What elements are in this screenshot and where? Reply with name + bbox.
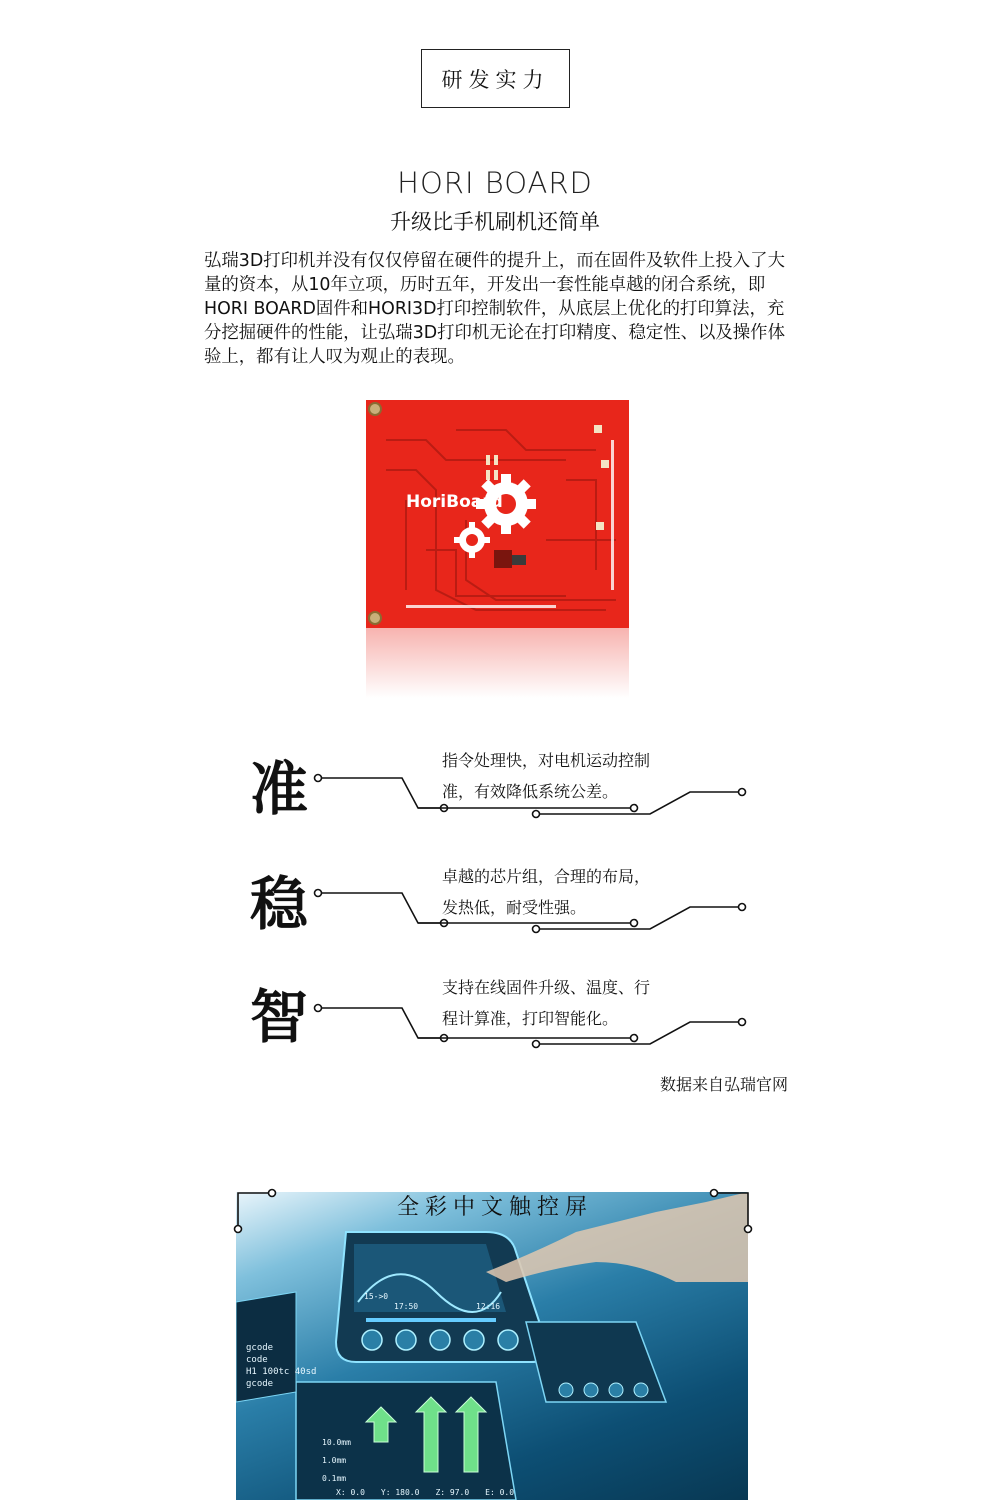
feature-line: 指令处理快，对电机运动控制 xyxy=(442,751,651,770)
screen-label: X: 0.0 xyxy=(336,1488,365,1497)
screen-label: 0.1mm xyxy=(322,1474,347,1483)
touchscreen-title: 全彩中文触控屏 xyxy=(396,1195,593,1220)
screen-label: 15->0 xyxy=(364,1292,389,1301)
circuit-line-decoration xyxy=(310,770,750,820)
screen-axis-readout xyxy=(336,1488,514,1497)
feature-char-precise: 准 xyxy=(250,755,309,823)
screen-label: 1.0mm xyxy=(322,1456,347,1465)
screen-label: Y: 180.0 xyxy=(380,1488,420,1497)
section-title: 研发实力 xyxy=(421,49,570,108)
screen-label: H1 100tc 40sd xyxy=(246,1367,317,1377)
screen-label: 17:50 xyxy=(394,1302,419,1311)
pcb-graphic xyxy=(366,400,629,628)
board-intro-paragraph: 弘瑞3D打印机并没有仅仅停留在硬件的提升上，而在固件及软件上投入了大量的资本，从10年立项，历时五年，开发出一套性能卓越的闭合系统，即HORI BOARD固件和HORI3D打印控制软件，从底层上优化的打印算法，充分挖掘硬件的性能，让弘瑞3D打印机无论在打印精度、稳定性、以及操作体验上，都有让人叹为观止的表现。 xyxy=(204,251,785,367)
board-subtitle: 升级比手机刷机还简单 xyxy=(390,210,600,234)
board-title: HORI BOARD xyxy=(397,166,593,200)
screen-label: gcode xyxy=(246,1379,274,1389)
screen-step-list xyxy=(322,1434,351,1488)
feature-line: 支持在线固件升级、温度、行 xyxy=(442,978,651,997)
pcb-logo-text: HoriBoard xyxy=(406,492,503,512)
feature-line: 程计算准，打印智能化。 xyxy=(442,1009,619,1028)
feature-char-smart: 智 xyxy=(250,983,309,1051)
screen-label: E: 0.0 xyxy=(485,1488,515,1497)
source-note: 数据来自弘瑞官网 xyxy=(659,1075,788,1094)
feature-char-stable: 稳 xyxy=(250,870,309,938)
screen-code-list xyxy=(246,1342,316,1390)
feature-line: 准，有效降低系统公差。 xyxy=(442,782,619,801)
screen-label: code xyxy=(246,1355,268,1365)
touchscreen-image xyxy=(236,1192,748,1500)
feature-line: 卓越的芯片组，合理的布局， xyxy=(442,867,651,886)
screen-label: Z: 97.0 xyxy=(435,1488,470,1497)
pcb-reflection xyxy=(366,628,629,698)
screen-label: gcode xyxy=(246,1343,274,1353)
pcb-board-image xyxy=(366,400,629,628)
screen-label: 10.0mm xyxy=(322,1438,351,1447)
circuit-line-decoration xyxy=(310,885,750,935)
screen-label: 12:16 xyxy=(476,1302,501,1311)
feature-line: 发热低，耐受性强。 xyxy=(442,898,587,917)
circuit-line-decoration xyxy=(310,1000,750,1050)
